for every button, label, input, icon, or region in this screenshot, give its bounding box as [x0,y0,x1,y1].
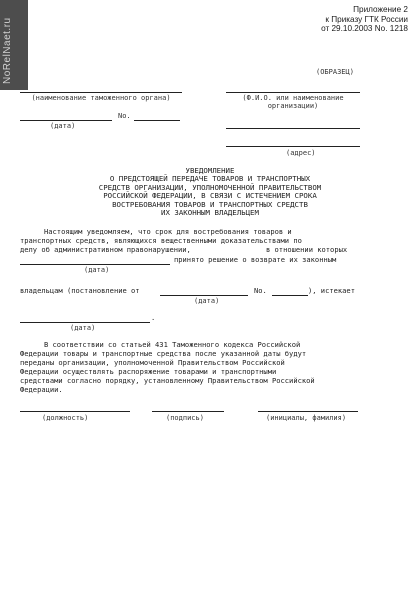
para1-line1: Настоящим уведомляем, что срок для востребования товаров и [44,227,292,236]
customs-body-line [20,92,182,93]
title-line: ИХ ЗАКОННЫМ ВЛАДЕЛЬЦЕМ [161,208,259,218]
date-label: (дата) [50,122,76,130]
document-title [90,167,330,217]
para2-line6: Федерации. [20,385,63,394]
ruling-number-line [272,295,308,296]
address-line-1 [226,128,360,129]
title-line: О ПРЕДСТОЯЩЕЙ ПЕРЕДАЧЕ ТОВАРОВ И ТРАНСПОРТНЫХ [109,174,311,184]
para1-line5-start: владельцам (постановление от [20,286,140,295]
para2-line3: переданы организации, уполномоченной Правительством Российской [20,358,285,367]
para1-line3-end: в отношении которых [266,245,348,254]
para1-line4: принято решение о возврате их законным [174,255,337,264]
para1-line5-end: ), истекает [308,286,355,295]
initials-label: (инициалы, фамилия) [266,414,347,422]
case-date-line [20,264,170,265]
title-line: ВОСТРЕБОВАНИЯ ТОВАРОВ И ТРАНСПОРТНЫХ СРЕДСТВ [112,199,308,209]
para2-line2: Федерации товары и транспортные средства после указанной даты будут [20,349,307,358]
title-line: РОССИЙСКОЙ ФЕДЕРАЦИИ, В СВЯЗИ С ИСТЕЧЕНИЕМ СРОКА [103,191,317,201]
appendix-header [321,5,408,34]
recipient-name-label-line2: организации) [267,102,319,110]
position-label: (должность) [42,414,89,422]
appendix-number: Приложение 2 [353,5,408,14]
address-label: (адрес) [286,149,316,157]
case-date-label: (дата) [84,266,110,274]
para1-line3-start: делу об административном правонарушении, [20,245,191,254]
order-date: от 29.10.2003 No. 1218 [321,24,408,34]
expiry-date-line [20,322,150,323]
recipient-name-line [226,92,360,93]
para2-line1: В соответствии со статьей 431 Таможенного кодекса Российской [44,340,301,349]
ruling-date-label: (дата) [194,297,220,305]
signature-label: (подпись) [166,414,204,422]
para1-line2: транспортных средств, являющихся вещественными доказательствами по [20,236,302,245]
customs-body-label: (наименование таможенного органа) [31,94,171,102]
address-line-2 [226,146,360,147]
expiry-date-dot: . [151,313,156,322]
date-line [20,120,112,121]
signature-line [152,411,224,412]
sample-mark: (ОБРАЗЕЦ) [316,68,354,76]
expiry-date-label: (дата) [70,324,96,332]
title-line: УВЕДОМЛЕНИЕ [185,166,235,175]
ruling-number-label: No. [254,286,267,295]
watermark-strip [0,0,28,90]
position-line [20,411,130,412]
para2-line4: Федерации осуществлять распоряжение товарами и транспортными [20,367,277,376]
number-label: No. [118,112,131,120]
watermark-text: NoRelNaet.ru [2,17,13,84]
title-line: СРЕДСТВ ОРГАНИЗАЦИИ, УПОЛНОМОЧЕННОЙ ПРАВИТЕЛЬСТВОМ [98,182,322,192]
initials-line [258,411,358,412]
para2-line5: средствами согласно порядку, установленному Правительством Российской [20,376,315,385]
number-line [134,120,180,121]
order-reference: к Приказу ГТК России [325,14,408,24]
recipient-name-label [222,94,364,110]
recipient-name-label-line1: (Ф.И.О. или наименование [242,94,344,102]
ruling-date-line [160,295,248,296]
